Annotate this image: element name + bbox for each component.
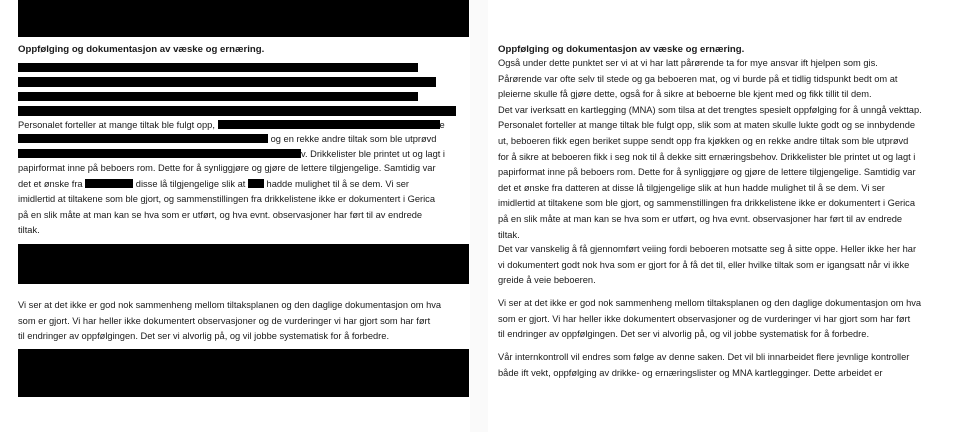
inline-redaction bbox=[18, 134, 268, 143]
left-section-heading: Oppfølging og dokumentasjon av væske og ernæring. bbox=[18, 44, 265, 55]
inline-redaction bbox=[85, 179, 133, 188]
right-document-page bbox=[488, 0, 960, 432]
right-paragraph-2: Det var vanskelig å få gjennomført veiing fordi beboeren motsatte seg å sitte oppe. Heller ikke her har vi dokumentert godt nok hva som er gjort for å få det til, eller hvilke tiltak som er igangsatt når vi ikke greide å veie beboeren. bbox=[498, 244, 917, 286]
right-paragraph-3: Vi ser at det ikke er god nok sammenheng mellom tiltaksplanen og den daglige dokumentasjon om hva som er gjort. Vi har heller ikke dokumentert observasjoner og de vurderinger vi har gjort som har ført til endringer av oppfølgingen. Det ser vi alvorlig på, og vil jobbe systematisk for å forbedre. bbox=[498, 298, 922, 340]
left-text-line: v. Drikkelister ble printet ut og lagt i bbox=[18, 148, 445, 161]
left-paragraph-2: Vi ser at det ikke er god nok sammenheng mellom tiltaksplanen og den daglige dokumentasjon om hva som er gjort. Vi har heller ikke dokumentert observasjoner og de vurderinger vi har gjort som har ført til endringer av oppfølgingen. Det ser vi alvorlig på, og vil jobbe systematisk for å forbedre. bbox=[18, 300, 442, 342]
right-paragraph-4: Vår internkontroll vil endres som følge av denne saken. Det vil bli innarbeidet flere jevnlige kontroller både ift vekt, oppfølging av drikke- og ernæringslister og MNA kartlegginger. Dette arbeidet er bbox=[498, 352, 910, 378]
left-document-page bbox=[0, 0, 470, 432]
redaction-bar-top bbox=[18, 0, 469, 37]
left-text-line: og en rekke andre tiltak som ble utprøvd bbox=[18, 133, 436, 146]
redaction-block-middle bbox=[18, 244, 469, 284]
inline-redaction bbox=[218, 120, 440, 129]
inline-redaction bbox=[248, 179, 264, 188]
redaction-line bbox=[18, 106, 456, 116]
redaction-line bbox=[18, 92, 418, 101]
right-section-heading: Oppfølging og dokumentasjon av væske og ernæring. bbox=[498, 44, 745, 55]
left-paragraph-1: papirformat inne på beboers rom. Dette for å synliggjøre og gjøre de lettere tilgjengelige. Samtidig var det et ønske fra disse lå tilgjengelige slik at hadde mulighet til å se dem. Vi ser imidlertid at tiltakene som ble gjort, og sammenstillingen fra drikkelistene ikke er dokumentert i Gerica på en slik måte at man kan se hva som er utført, og hva evnt. observasjoner har ført til av endrede tiltak. bbox=[18, 163, 436, 236]
right-paragraph-1: Også under dette punktet ser vi at vi har latt pårørende ta for mye ansvar ift hjelpen som gis. Pårørende var ofte selv til stede og ga beboeren mat, og vi burde på et tidlig tidspunkt bedt om at pleierne skulle få gjøre dette, også for å sikre at beboerne ble kjent med og fikk tillit til dem. Det var iverksatt en kartlegging (MNA) som tilsa at det trengtes spesielt oppfølging for å unngå vekttap. Personalet forteller at mange tiltak ble fulgt opp, slik som at maten skulle lukte godt og se innbydende ut, beboeren fikk egen beriket suppe sendt opp fra kjøkken og en rekke andre tiltak som ble utprøvd for å sikre at beboeren fikk i seg nok til å dekke sitt ernæringsbehov. Drikkelister ble printet ut og lagt i papirformat inne på beboers rom. Dette for å synliggjøre og gjøre de lettere tilgjengelige. Samtidig var det et ønske fra datteren at disse lå tilgjengelige slik at hun hadde mulighet til å se dem. Vi ser imidlertid at tiltakene som ble gjort, og sammenstillingen fra drikkelistene ikke er dokumentert i Gerica på en slik måte at man kan se hva som er utført, og hva evnt. observasjoner har ført til av endrede tiltak. bbox=[498, 58, 922, 240]
page-gutter bbox=[470, 0, 488, 432]
left-text-line: Personalet forteller at mange tiltak ble fulgt opp, e bbox=[18, 120, 445, 130]
inline-redaction bbox=[18, 149, 301, 158]
redaction-line bbox=[18, 77, 436, 87]
redaction-block-bottom bbox=[18, 349, 469, 397]
redaction-line bbox=[18, 63, 418, 72]
